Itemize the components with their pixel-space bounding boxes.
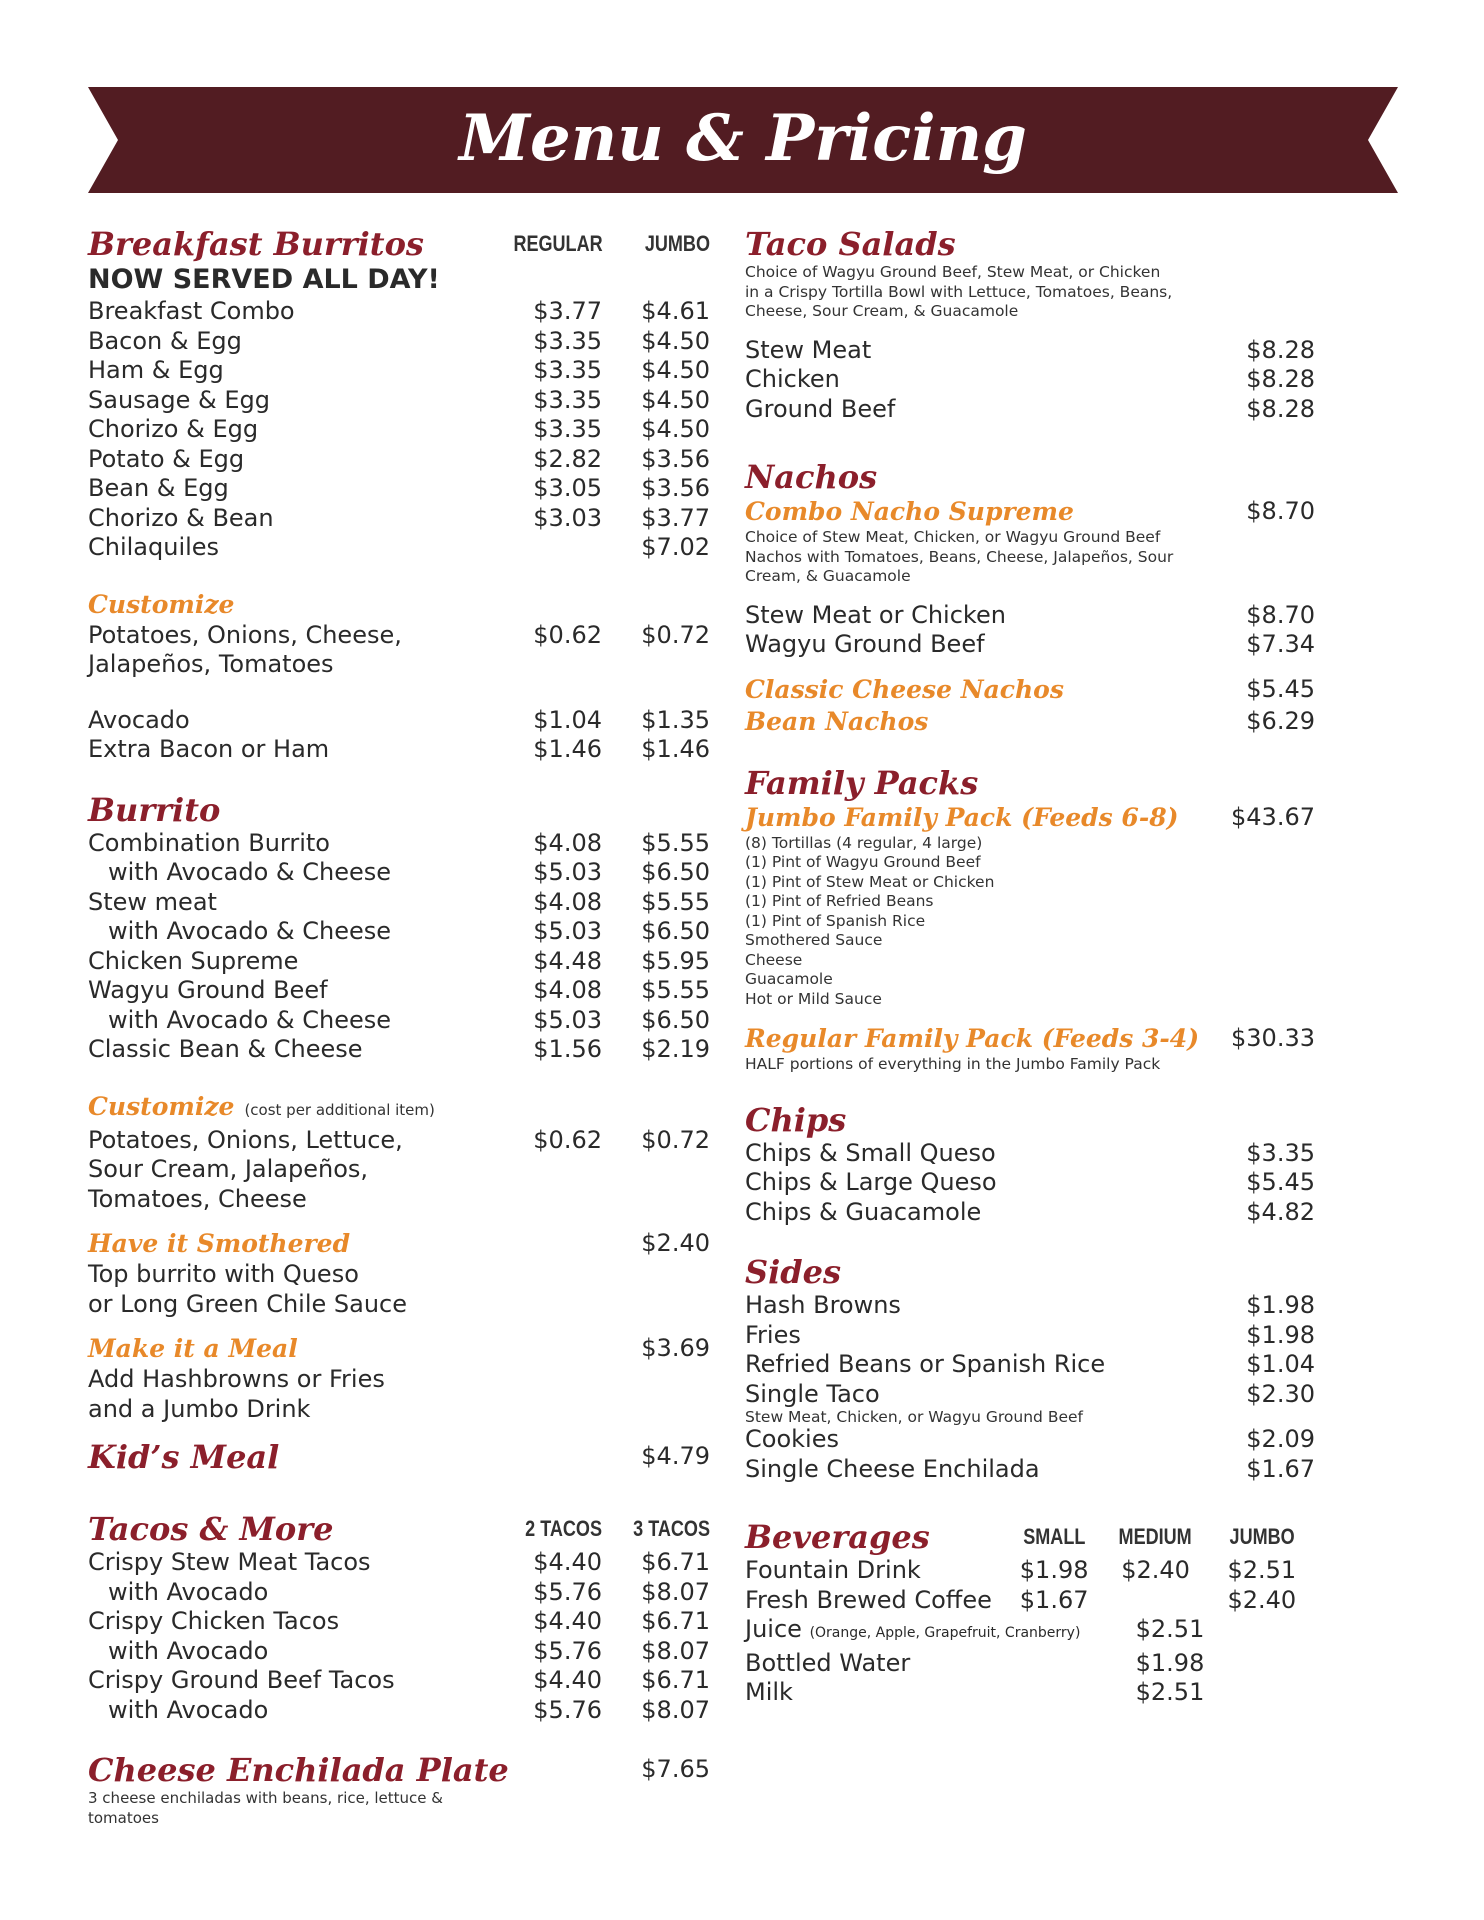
menu-item-row — [88, 1666, 710, 1696]
menu-item-row — [745, 1425, 1315, 1455]
item-name: Sour Cream, Jalapeños, — [88, 1155, 369, 1183]
family-list — [745, 834, 1315, 1010]
item-name-text: Juice — [745, 1615, 802, 1643]
price: $1.98 — [1246, 1320, 1315, 1349]
menu-item-row — [745, 1198, 1315, 1228]
item-name: Potato & Egg — [88, 444, 245, 473]
section-title: Cheese Enchilada Plate — [88, 1751, 509, 1789]
menu-item-row — [88, 858, 710, 888]
section-description: Cream, & Guacamole — [745, 567, 911, 585]
item-name: Chips & Small Queso — [745, 1138, 996, 1167]
item-name: Stew Meat or Chicken — [745, 600, 1006, 629]
beverages-section — [745, 1518, 1315, 1708]
item-name: Wagyu Ground Beef — [88, 976, 328, 1004]
pack-item: Hot or Mild Sauce — [745, 989, 882, 1008]
price-col-2: $8.07 — [641, 1636, 710, 1665]
price-col-1: $1.04 — [533, 705, 602, 734]
item-name: Chips & Guacamole — [745, 1197, 982, 1226]
price: $7.65 — [641, 1755, 710, 1784]
item-name — [745, 1615, 1115, 1649]
price: $4.79 — [641, 1442, 710, 1471]
meal-section — [88, 1333, 710, 1424]
customize-breakfast-section — [88, 589, 710, 765]
price-col-1: $4.08 — [533, 887, 602, 916]
section-title: Kid’s Meal — [88, 1438, 280, 1476]
item-name: Milk — [745, 1678, 793, 1706]
price-col-2: $5.95 — [641, 946, 710, 975]
price-col-2: $6.50 — [641, 1005, 710, 1034]
price: $4.82 — [1246, 1197, 1315, 1226]
section-title: Sides — [745, 1253, 842, 1291]
price-small: $1.98 — [1019, 1556, 1089, 1584]
price-regular: $0.62 — [533, 620, 602, 649]
price-col-1: $4.40 — [533, 1666, 602, 1694]
price-col-1: $4.08 — [533, 828, 602, 857]
price: $8.70 — [1246, 600, 1315, 629]
item-name: with Avocado & Cheese — [108, 917, 392, 945]
smothered-section — [88, 1228, 710, 1319]
item-name: and a Jumbo Drink — [88, 1394, 311, 1423]
menu-item-row — [745, 365, 1315, 395]
item-name: Bacon & Egg — [88, 326, 242, 355]
item-name: with Avocado — [108, 1577, 269, 1606]
pack-item: (1) Pint of Refried Beans — [745, 892, 934, 910]
price-col-2: $2.19 — [641, 1035, 710, 1063]
item-name: Extra Bacon or Ham — [88, 735, 330, 763]
item-name: Crispy Chicken Tacos — [88, 1607, 340, 1635]
price-col-2: $5.55 — [641, 887, 710, 916]
item-name: Jalapeños, Tomatoes — [88, 650, 334, 678]
all-day-notice: NOW SERVED ALL DAY! — [88, 264, 440, 295]
item-name: with Avocado & Cheese — [108, 858, 392, 886]
header-3-tacos: 3 TACOS — [633, 1516, 710, 1542]
salads-list — [745, 336, 1315, 425]
item-name: Wagyu Ground Beef — [745, 630, 985, 658]
menu-item-row — [745, 601, 1315, 631]
price-col-2: $4.61 — [641, 297, 710, 325]
price-col-1: $5.03 — [533, 1005, 602, 1034]
price-col-1: $5.76 — [533, 1695, 602, 1724]
burrito-section — [88, 791, 710, 1065]
menu-item-row — [745, 1291, 1315, 1321]
price: $2.30 — [1246, 1379, 1315, 1408]
item-name: Fresh Brewed Coffee — [745, 1585, 992, 1614]
item-description: 3 cheese enchiladas with beans, rice, lettuce & — [88, 1789, 443, 1807]
item-description: tomatoes — [88, 1808, 159, 1827]
menu-item-row — [88, 976, 710, 1006]
menu-item-row — [88, 1637, 710, 1667]
item-name: with Avocado & Cheese — [108, 1005, 392, 1034]
item-name: Tomatoes, Cheese — [88, 1184, 307, 1213]
section-title: Nachos — [745, 458, 878, 496]
item-name: Sausage & Egg — [88, 385, 270, 414]
menu-item-row — [88, 327, 710, 357]
price-col-1: $5.03 — [533, 917, 602, 945]
item-name: Chicken Supreme — [88, 946, 299, 975]
section-subtitle: Have it Smothered — [88, 1229, 351, 1258]
item-name: Hash Browns — [745, 1291, 901, 1319]
menu-item-row — [88, 888, 710, 918]
subtitle-text: Customize — [88, 1091, 235, 1121]
menu-item-row — [745, 336, 1315, 366]
price: $8.70 — [1246, 497, 1315, 526]
price-col-1: $3.05 — [533, 474, 602, 502]
kids-meal-section — [88, 1438, 710, 1476]
price-col-2: $8.07 — [641, 1695, 710, 1724]
item-name: Chicken — [745, 365, 840, 393]
menu-item-row — [88, 1006, 710, 1036]
price-jumbo: $2.51 — [1227, 1556, 1297, 1584]
section-description: Cheese, Sour Cream, & Guacamole — [745, 302, 1019, 320]
item-name: Chips & Large Queso — [745, 1168, 997, 1196]
item-name: Single Cheese Enchilada — [745, 1454, 1040, 1483]
item-name: Classic Bean & Cheese — [88, 1035, 363, 1063]
taco-salads-section — [745, 225, 1315, 424]
price-col-1: $5.76 — [533, 1577, 602, 1606]
price-col-1: $1.46 — [533, 735, 602, 763]
price-col-2: $3.77 — [641, 503, 710, 532]
price-medium: $2.51 — [1135, 1678, 1205, 1706]
tacos-section — [88, 1510, 710, 1725]
sides-list — [745, 1425, 1315, 1484]
price: $3.35 — [1246, 1138, 1315, 1167]
nachos-list — [745, 601, 1315, 660]
menu-item-row — [88, 1607, 710, 1637]
price: $8.28 — [1246, 394, 1315, 423]
price-col-2: $1.46 — [641, 735, 710, 763]
price-col-2: $4.50 — [641, 415, 710, 443]
item-name: Chorizo & Egg — [88, 415, 259, 443]
title-banner — [88, 87, 1398, 193]
item-name: Crispy Ground Beef Tacos — [88, 1666, 395, 1694]
section-title: Breakfast Burritos — [88, 225, 424, 263]
price-col-1: $3.35 — [533, 356, 602, 384]
price-col-2: $4.50 — [641, 385, 710, 414]
section-title: Beverages — [745, 1518, 930, 1556]
tacos-list — [88, 1548, 710, 1725]
section-subtitle: Bean Nachos — [745, 706, 929, 736]
section-subtitle: Combo Nacho Supreme — [745, 497, 1074, 526]
item-name: Crispy Stew Meat Tacos — [88, 1548, 371, 1576]
breakfast-burritos-section — [88, 225, 710, 563]
item-name: or Long Green Chile Sauce — [88, 1289, 408, 1318]
item-name: Stew meat — [88, 887, 217, 916]
price-col-2: $4.50 — [641, 356, 710, 384]
header-2-tacos: 2 TACOS — [525, 1516, 602, 1542]
price: $1.04 — [1246, 1350, 1315, 1378]
section-description: Choice of Wagyu Ground Beef, Stew Meat, or Chicken — [745, 263, 1161, 281]
section-subtitle: Jumbo Family Pack (Feeds 6-8) — [745, 802, 1179, 832]
nachos-section — [745, 458, 1315, 738]
menu-item-row — [745, 1350, 1315, 1380]
item-name: Avocado — [88, 705, 190, 734]
section-description: in a Crispy Tortilla Bowl with Lettuce, Tomatoes, Beans, — [745, 282, 1173, 301]
extras-list — [88, 706, 710, 765]
item-name: Chilaquiles — [88, 533, 220, 561]
item-description: Stew Meat, Chicken, or Wagyu Ground Beef — [745, 1408, 1083, 1426]
pack-item: (1) Pint of Stew Meat or Chicken — [745, 872, 995, 891]
pack-item: (1) Pint of Wagyu Ground Beef — [745, 853, 981, 871]
header-jumbo: JUMBO — [1229, 1524, 1295, 1550]
menu-item-row — [88, 356, 710, 386]
menu-item-row — [88, 297, 710, 327]
sides-section — [745, 1253, 1315, 1484]
item-name: Potatoes, Onions, Lettuce, — [88, 1125, 403, 1154]
menu-item-row — [88, 474, 710, 504]
price-col-1: $4.08 — [533, 976, 602, 1004]
section-subtitle — [88, 1091, 710, 1126]
price-col-2: $6.50 — [641, 917, 710, 945]
menu-item-row — [88, 1548, 710, 1578]
enchilada-plate-section — [88, 1751, 710, 1828]
price-col-2: $3.56 — [641, 444, 710, 473]
section-title: Chips — [745, 1100, 847, 1139]
price: $8.28 — [1246, 335, 1315, 364]
price: $30.33 — [1231, 1024, 1315, 1053]
price-col-1: $4.40 — [533, 1548, 602, 1576]
item-name: Breakfast Combo — [88, 297, 295, 325]
price: $8.28 — [1246, 365, 1315, 393]
section-subtitle: Customize — [88, 589, 235, 619]
price: $43.67 — [1231, 802, 1315, 831]
header-medium: MEDIUM — [1118, 1524, 1193, 1550]
family-packs-section — [745, 764, 1315, 1075]
price: $1.98 — [1246, 1291, 1315, 1319]
menu-item-row — [88, 445, 710, 475]
price-col-2: $1.35 — [641, 705, 710, 734]
price-col-1: $3.35 — [533, 415, 602, 443]
menu-item-row — [88, 706, 710, 736]
section-description: HALF portions of everything in the Jumbo Family Pack — [745, 1055, 1161, 1073]
price-col-2: $7.02 — [641, 533, 710, 561]
item-note: (Orange, Apple, Grapefruit, Cranberry) — [809, 1625, 1081, 1641]
price-col-1: $4.40 — [533, 1607, 602, 1635]
price-small: $1.67 — [1019, 1585, 1089, 1614]
price: $2.40 — [641, 1229, 710, 1258]
menu-item-row — [745, 1321, 1315, 1351]
menu-item-row — [88, 533, 710, 563]
menu-item-row — [88, 829, 710, 859]
section-title: Family Packs — [745, 763, 979, 802]
burrito-list — [88, 829, 710, 1065]
menu-item-row — [745, 395, 1315, 425]
price-col-1: $5.76 — [533, 1636, 602, 1665]
item-name: Top burrito with Queso — [88, 1260, 359, 1288]
price-col-1: $3.77 — [533, 297, 602, 325]
price-regular: $0.62 — [533, 1125, 602, 1154]
section-title: Tacos & More — [88, 1510, 334, 1548]
subtitle-note: (cost per additional item) — [244, 1100, 435, 1119]
price-col-1: $3.35 — [533, 385, 602, 414]
item-name: Ground Beef — [745, 394, 896, 423]
left-column — [88, 225, 710, 1828]
item-name: Chorizo & Bean — [88, 503, 274, 532]
menu-item-row — [745, 1380, 1315, 1410]
pack-item: Cheese — [745, 950, 803, 969]
item-name: Single Taco — [745, 1379, 880, 1408]
price-col-1: $3.03 — [533, 503, 602, 532]
price-col-2: $4.50 — [641, 326, 710, 355]
section-subtitle: Make it a Meal — [88, 1334, 298, 1363]
menu-item-row — [88, 1696, 710, 1726]
item-name: with Avocado — [108, 1695, 269, 1724]
customize-burrito-section — [88, 1091, 710, 1215]
page-title: Menu & Pricing — [459, 101, 1027, 176]
menu-item-row — [745, 1455, 1315, 1485]
price-col-2: $5.55 — [641, 976, 710, 1004]
pack-item: Guacamole — [745, 970, 833, 988]
pack-item: (8) Tortillas (4 regular, 4 large) — [745, 833, 983, 852]
pack-item: Smothered Sauce — [745, 931, 883, 949]
price-col-2: $6.50 — [641, 858, 710, 886]
price-col-2: $8.07 — [641, 1577, 710, 1606]
price: $1.67 — [1246, 1454, 1315, 1483]
price-col-2: $3.56 — [641, 474, 710, 502]
price-jumbo: $0.72 — [641, 620, 710, 649]
item-name: Refried Beans or Spanish Rice — [745, 1350, 1106, 1378]
menu-item-row — [88, 415, 710, 445]
sides-list — [745, 1291, 1315, 1409]
menu-item-row — [745, 1139, 1315, 1169]
price-jumbo: $2.40 — [1227, 1585, 1297, 1614]
menu-item-row — [88, 1578, 710, 1608]
header-jumbo: JUMBO — [644, 231, 710, 257]
section-subtitle: Classic Cheese Nachos — [745, 674, 1064, 704]
pack-item: (1) Pint of Spanish Rice — [745, 911, 926, 930]
price-col-1: $2.82 — [533, 444, 602, 473]
price-col-1: $1.56 — [533, 1035, 602, 1063]
header-small: SMALL — [1023, 1524, 1086, 1550]
price-col-2: $6.71 — [641, 1607, 710, 1635]
price: $7.34 — [1246, 630, 1315, 658]
chips-list — [745, 1139, 1315, 1228]
item-name: Combination Burrito — [88, 828, 330, 857]
price-medium: $1.98 — [1135, 1648, 1205, 1677]
header-regular: REGULAR — [513, 231, 603, 257]
item-name: Ham & Egg — [88, 356, 224, 384]
price: $6.29 — [1246, 706, 1315, 735]
section-subtitle: Regular Family Pack (Feeds 3-4) — [745, 1024, 1200, 1053]
price-col-1: $4.48 — [533, 946, 602, 975]
section-title: Taco Salads — [745, 225, 956, 263]
menu-item-row — [88, 917, 710, 947]
section-description: Choice of Stew Meat, Chicken, or Wagyu Ground Beef — [745, 528, 1161, 546]
price-medium: $2.51 — [1135, 1615, 1205, 1643]
item-name: Cookies — [745, 1425, 839, 1453]
price-col-2: $6.71 — [641, 1666, 710, 1694]
menu-item-row — [88, 386, 710, 416]
item-name: Fountain Drink — [745, 1556, 921, 1584]
price: $5.45 — [1246, 674, 1315, 703]
item-name: Add Hashbrowns or Fries — [88, 1365, 385, 1393]
price-col-1: $5.03 — [533, 858, 602, 886]
price-col-2: $5.55 — [641, 828, 710, 857]
price: $2.09 — [1246, 1425, 1315, 1453]
breakfast-list — [88, 297, 710, 563]
item-name: Potatoes, Onions, Cheese, — [88, 620, 402, 649]
item-name: Fries — [745, 1320, 801, 1349]
item-name: Bottled Water — [745, 1648, 911, 1677]
price: $5.45 — [1246, 1168, 1315, 1196]
item-name: with Avocado — [108, 1636, 269, 1665]
section-title: Burrito — [88, 790, 221, 829]
menu-item-row — [88, 1035, 710, 1065]
price: $3.69 — [641, 1334, 710, 1363]
section-description: Nachos with Tomatoes, Beans, Cheese, Jalapeños, Sour — [745, 547, 1174, 566]
menu-item-row — [745, 1168, 1315, 1198]
chips-section — [745, 1101, 1315, 1228]
menu-item-row — [88, 735, 710, 765]
item-name: Bean & Egg — [88, 474, 229, 502]
menu-item-row — [88, 504, 710, 534]
price-jumbo: $0.72 — [641, 1125, 710, 1154]
menu-item-row — [88, 947, 710, 977]
price-medium: $2.40 — [1121, 1556, 1190, 1584]
right-column — [745, 225, 1315, 1708]
price-col-2: $6.71 — [641, 1548, 710, 1576]
menu-item-row — [745, 630, 1315, 660]
price-col-1: $3.35 — [533, 326, 602, 355]
item-name: Stew Meat — [745, 335, 872, 364]
